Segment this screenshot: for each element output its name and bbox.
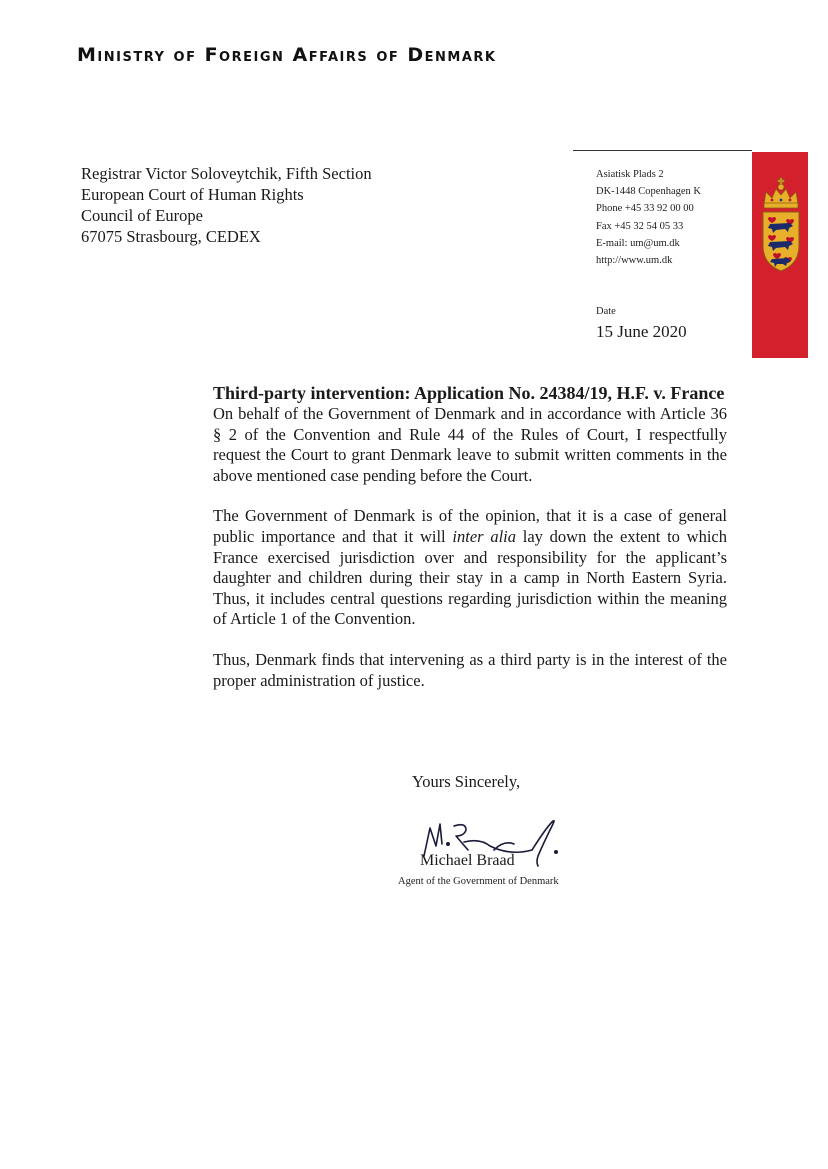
letter-paragraph-3: Thus, Denmark finds that intervening as a third party is in the interest of the proper administration of justice. — [213, 649, 727, 690]
letter-subject: Third-party intervention: Application No. 24384/19, H.F. v. France — [213, 383, 725, 403]
recipient-line: Council of Europe — [81, 206, 203, 225]
contact-address: Asiatisk Plads 2 — [596, 169, 664, 180]
letterhead-title: Ministry of Foreign Affairs of Denmark — [77, 44, 497, 66]
paragraph-2-text-start: The Government of Denmark is of the opinion, that it is a case of general public importance and that it will — [213, 506, 727, 546]
recipient-line: Registrar Victor Soloveytchik, Fifth Section — [81, 164, 372, 183]
date-value: 15 June 2020 — [596, 322, 687, 341]
recipient-line: European Court of Human Rights — [81, 185, 304, 204]
crest-icon — [758, 176, 804, 274]
contact-divider — [573, 150, 752, 151]
contact-email[interactable]: E-mail: um@um.dk — [596, 237, 680, 249]
paragraph-2-italic-term: inter alia — [452, 526, 516, 546]
recipient-address — [81, 163, 372, 247]
closing-salutation: Yours Sincerely, — [412, 772, 521, 791]
letter-paragraph-2 — [213, 506, 727, 630]
date-label: Date — [596, 306, 616, 317]
contact-website[interactable]: http://www.um.dk — [596, 255, 673, 267]
recipient-line: 67075 Strasbourg, CEDEX — [81, 227, 261, 246]
letter-paragraph-1: On behalf of the Government of Denmark and in accordance with Article 36 § 2 of the Convention and Rule 44 of the Rules of Court, I respectfully request the Court to grant Denmark leave to submit written comments in the above mentioned case pending before the Court. — [213, 404, 727, 485]
signer-title: Agent of the Government of Denmark — [398, 876, 559, 887]
contact-city: DK-1448 Copenhagen K — [596, 186, 701, 198]
letter-body — [213, 383, 727, 711]
signer-name: Michael Braad — [420, 852, 515, 869]
sender-contact-block — [596, 166, 701, 269]
contact-fax: Fax +45 32 54 05 33 — [596, 220, 684, 232]
contact-phone: Phone +45 33 92 00 00 — [596, 203, 694, 215]
paragraph-2-text-end: lay down the extent to which France exercised jurisdiction over and responsibility for the applicant’s daughter and children during their stay in a camp in North Eastern Syria. Thus, it includes central questions regarding jurisdiction within the meaning of Article 1 of the Convention. — [213, 526, 727, 629]
